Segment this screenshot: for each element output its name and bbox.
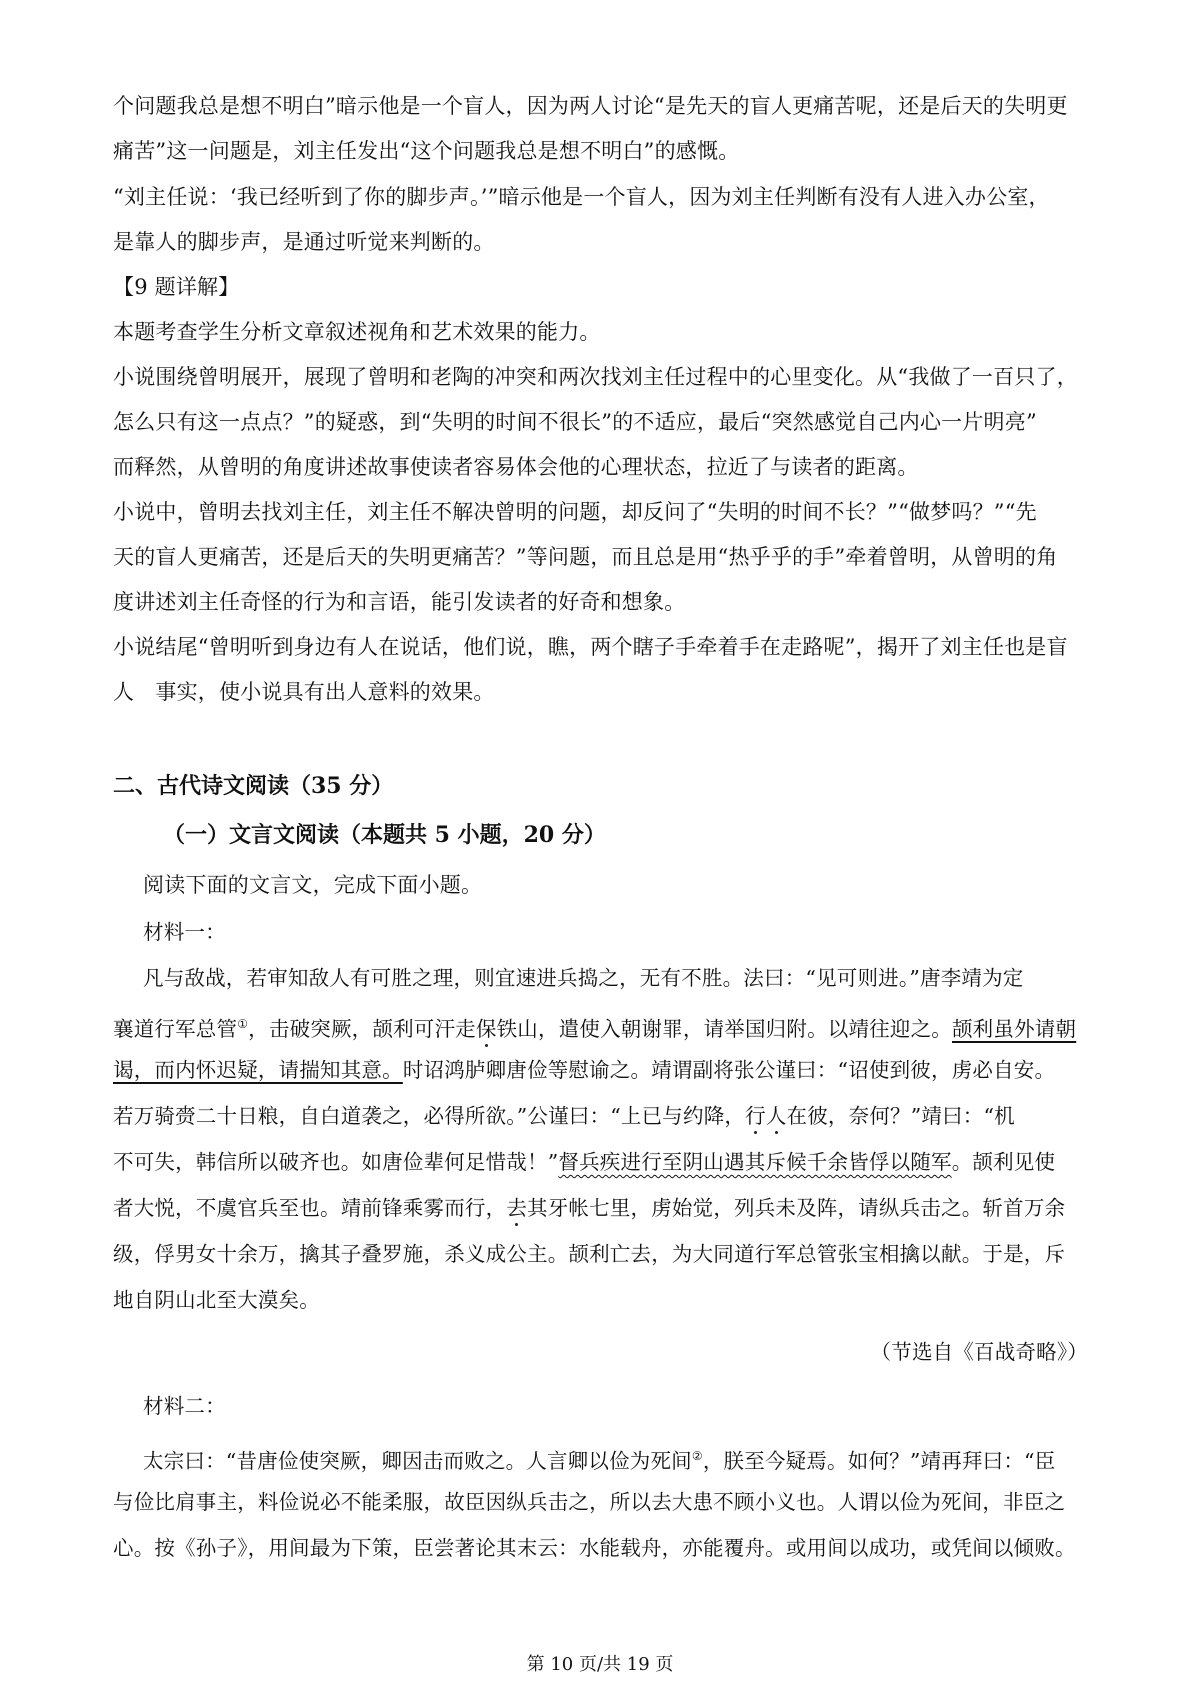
passage-text: 太宗曰：“昔唐俭使突厥，卿因击而败之。人言卿以俭为死间 [143,1448,692,1473]
analysis-line: 是靠人的脚步声，是通过听觉来判断的。 [113,230,495,254]
material-label: 材料一： [143,920,226,944]
q9-paragraph-line: 度讲述刘主任奇怪的行为和言语，能引发读者的好奇和想象。 [113,590,686,614]
passage-line: 凡与敌战，若审知敌人有可胜之理，则宜速进兵捣之，无有不胜。法曰：“见可则进。”唐李靖为定 [143,966,1024,990]
underlined-sentence: 颉利虽外请朝 [951,1016,1077,1041]
passage-text: 其牙帐七里，虏始觉，列兵未及阵，请纵兵击之。斩首万余 [527,1196,1066,1220]
q9-paragraph-line: 小说围绕曾明展开，展现了曾明和老陶的冲突和两次找刘主任过程中的心里变化。从“我做了一百只了， [113,365,1078,389]
underlined-sentence: 谒，而内怀迟疑，请揣知其意。 [113,1058,403,1082]
q9-paragraph-line: 人 事实，使小说具有出人意料的效果。 [113,680,495,704]
q9-paragraph-line: 小说中，曾明去找刘主任，刘主任不解决曾明的问题，却反问了“失明的时间不长？”“做梦吗？”“先 [113,500,1037,524]
emphasis-dot-char: 去 [506,1196,528,1220]
passage-line: 地自阴山北至大漠矣。 [113,1288,320,1312]
passage-line [113,1047,1093,1093]
subsection-heading: （一）文言文阅读（本题共 5 小题，20 分） [163,822,606,848]
q9-paragraph-line: 而释然，从曾明的角度讲述故事使读者容易体会他的心理状态，拉近了与读者的距离。 [113,455,919,479]
analysis-line: “刘主任说：‘我已经听到了你的脚步声。’”暗示他是一个盲人，因为刘主任判断有没有人进入办公室， [113,185,1050,209]
passage-text: 不可失，韩信所以破齐也。如唐俭辈何足惜哉！” [113,1150,559,1174]
passage-source: （节选自《百战奇略》） [870,1340,1088,1364]
footnote-marker: ② [691,1449,703,1463]
emphasis-dot-char: 人 [765,1104,787,1128]
passage-line [143,1433,1093,1484]
passage-line [113,1139,1093,1185]
passage-text: ，朕至今疑焉。如何？”靖再拜曰：“臣 [702,1448,1056,1473]
passage-text: 在彼，奈何？”靖曰：“机 [786,1104,1015,1128]
passage-line [113,1185,1093,1231]
passage-line: 级，俘男女十余万，擒其子叠罗施，杀义成公主。颉利亡去，为大同道行军总管张宝相擒以献。于是，斥 [113,1242,1066,1266]
section-heading: 二、古代诗文阅读（35 分） [113,773,394,799]
q9-paragraph-line: 天的盲人更痛苦，还是后天的失明更痛苦？”等问题，而且总是用“热乎乎的手”牵着曾明，从曾明的角 [113,545,1058,569]
passage-text: 铁山，遣使入朝谢罪，请举国归附。以靖往迎之。 [496,1016,952,1041]
analysis-line: 痛苦”这一问题是，刘主任发出“这个问题我总是想不明白”的感慨。 [113,139,740,163]
footnote-marker: ① [237,1017,249,1031]
q9-intro: 本题考查学生分析文章叙述视角和艺术效果的能力。 [113,320,601,344]
passage-line: 与俭比肩事主，料俭说必不能柔服，故臣因纵兵击之，所以去大患不顾小义也。人谓以俭为死间，非臣之 [113,1490,1066,1514]
wavy-underlined-sentence: 督兵疾进行至阴山遇其斥候千余皆俘以随军 [558,1150,952,1174]
passage-text: ，击破突厥，颉利可汗走 [248,1016,476,1041]
passage-line [113,1093,1093,1139]
passage-text: 。颉利见使 [951,1150,1056,1174]
emphasis-dot-char: 行 [745,1104,766,1128]
passage-text: 若万骑赍二十日粮，自白道袭之，必得所欲。”公谨曰：“上已与约降， [113,1104,746,1128]
emphasis-dot-char: 保 [475,1016,497,1041]
passage-line: 心。按《孙子》，用间最为下策，臣尝著论其末云：水能载舟，亦能覆舟。或用间以成功，或凭间以倾败。 [113,1536,1076,1560]
passage-text: 时诏鸿胪卿唐俭等慰谕之。靖谓副将张公谨曰：“诏使到彼，虏必自安。 [402,1058,1056,1082]
analysis-line: 个问题我总是想不明白”暗示他是一个盲人，因为两人讨论“是先天的盲人更痛苦呢，还是后天的失明更 [113,94,1068,118]
reading-instruction: 阅读下面的文言文，完成下面小题。 [143,873,483,897]
passage-text: 者大悦，不虞官兵至也。靖前锋乘雾而行， [113,1196,507,1220]
passage-line [113,1001,1093,1052]
page-number: 第 10 页/共 19 页 [526,1654,674,1675]
q9-paragraph-line: 小说结尾“曾明听到身边有人在说话，他们说，瞧，两个瞎子手牵着手在走路呢”，揭开了刘主任也是盲 [113,635,1068,659]
material-label: 材料二： [143,1394,226,1418]
passage-text: 襄道行军总管 [113,1016,238,1041]
q9-paragraph-line: 怎么只有这一点点？”的疑惑，到“失明的时间不很长”的不适应，最后“突然感觉自己内心一片明亮” [113,410,1037,434]
q9-heading: 【9 题详解】 [113,275,240,299]
